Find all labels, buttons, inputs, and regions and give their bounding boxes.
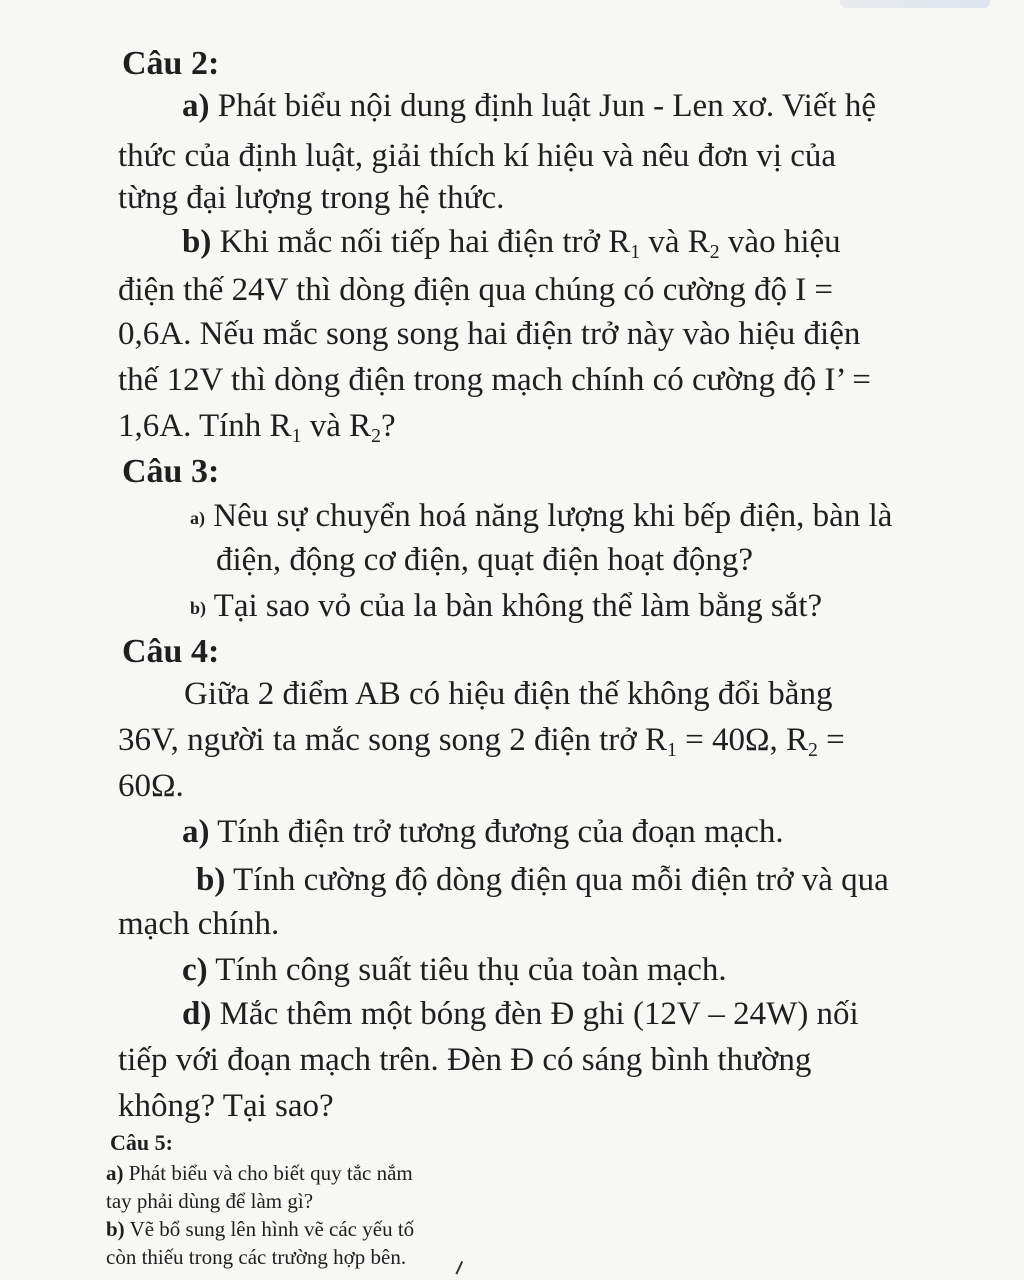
cau5-a-line1	[106, 1160, 413, 1186]
cau2-b-text1a: Khi mắc nối tiếp hai điện trở R	[219, 224, 631, 260]
cau4-d-line2: tiếp với đoạn mạch trên. Đèn Đ có sáng bình thường	[118, 1042, 812, 1078]
cau4-c-line1	[182, 950, 727, 990]
cau4-b-line1	[196, 860, 889, 900]
cau4-c-text1: Tính công suất tiêu thụ của toàn mạch.	[215, 952, 727, 988]
cau2-b-line1	[182, 222, 841, 262]
cau4-intro-line2	[118, 720, 845, 760]
cau4-d-label: d)	[182, 996, 212, 1032]
subscript-2: 2	[709, 241, 720, 263]
cau2-b-line4: thế 12V thì dòng điện trong mạch chính có cường độ I’ =	[118, 362, 871, 398]
cau2-a-label: a)	[182, 88, 210, 124]
cau2-b-line3: 0,6A. Nếu mắc song song hai điện trở này vào hiệu điện	[118, 316, 861, 352]
cau3-b-line1	[190, 586, 822, 628]
cau2-b-text5c: ?	[381, 408, 396, 444]
subscript-2: 2	[371, 425, 382, 447]
subscript-1: 1	[666, 739, 677, 761]
cau2-a-line3: từng đại lượng trong hệ thức.	[118, 180, 505, 216]
cau5-b-line2: còn thiếu trong các trường hợp bên.	[106, 1245, 407, 1269]
cau2-b-line5	[118, 406, 396, 446]
cau3-b-label: b)	[190, 598, 207, 618]
cau2-b-text5a: 1,6A. Tính R	[118, 408, 292, 444]
cau5-a-text1: Phát biểu và cho biết quy tắc nắm	[128, 1161, 413, 1185]
cau2-b-text1b: và R	[648, 224, 710, 260]
cau4-a-line1	[182, 812, 784, 852]
cau2-a-text1: Phát biểu nội dung định luật Jun - Len xơ. Viết hệ	[217, 88, 877, 124]
cau3-a-text1: Nêu sự chuyển hoá năng lượng khi bếp điện, bàn là	[213, 498, 893, 534]
cau4-intro-line1: Giữa 2 điểm AB có hiệu điện thế không đổi bằng	[184, 676, 833, 712]
cau5-a-label: a)	[106, 1161, 124, 1185]
cau3-a-label: a)	[190, 508, 205, 528]
cau4-d-line1	[182, 994, 859, 1034]
cau5-title: Câu 5:	[110, 1130, 173, 1155]
subscript-1: 1	[291, 425, 302, 447]
cau4-a-label: a)	[182, 814, 210, 850]
subscript-1: 1	[630, 241, 641, 263]
cau2-b-line2: điện thế 24V thì dòng điện qua chúng có cường độ I =	[118, 272, 834, 308]
cau3-a-line1	[190, 496, 892, 538]
cau4-d-line3: không? Tại sao?	[118, 1088, 334, 1124]
cau2-a-line1	[182, 86, 876, 126]
cau4-c-label: c)	[182, 952, 208, 988]
figure-fragment-mark	[455, 1261, 468, 1277]
cau5-b-line1	[106, 1216, 414, 1242]
cau4-intro-text2c: =	[826, 722, 845, 758]
cau4-intro-text2a: 36V, người ta mắc song song 2 điện trở R	[118, 722, 667, 758]
subscript-2: 2	[808, 739, 818, 761]
cau3-title: Câu 3:	[122, 453, 220, 490]
cau2-a-line2: thức của định luật, giải thích kí hiệu và nêu đơn vị của	[118, 138, 837, 174]
top-edge-artifact	[840, 0, 990, 8]
cau5-b-text1: Vẽ bổ sung lên hình vẽ các yếu tố	[129, 1217, 415, 1241]
cau3-b-text1: Tại sao vỏ của la bàn không thể làm bằng sắt?	[213, 588, 823, 624]
cau4-b-text1: Tính cường độ dòng điện qua mỗi điện trở và qua	[233, 862, 889, 898]
cau4-intro-line3: 60Ω.	[118, 768, 184, 804]
cau4-b-line2: mạch chính.	[118, 906, 280, 942]
cau4-b-label: b)	[196, 862, 226, 898]
cau2-b-text1c: vào hiệu	[727, 224, 841, 260]
cau2-b-label: b)	[182, 224, 212, 260]
cau3-a-line2: điện, động cơ điện, quạt điện hoạt động?	[216, 542, 754, 578]
cau4-title: Câu 4:	[122, 633, 220, 670]
cau4-a-text1: Tính điện trở tương đương của đoạn mạch.	[217, 814, 784, 850]
cau5-b-label: b)	[106, 1217, 125, 1241]
cau2-b-text5b: và R	[309, 408, 372, 444]
cau2-title: Câu 2:	[122, 45, 220, 82]
cau5-a-line2: tay phải dùng để làm gì?	[106, 1189, 314, 1213]
cau4-d-text1: Mắc thêm một bóng đèn Đ ghi (12V – 24W) nối	[219, 996, 859, 1032]
cau4-intro-text2b: = 40Ω, R	[685, 722, 809, 758]
